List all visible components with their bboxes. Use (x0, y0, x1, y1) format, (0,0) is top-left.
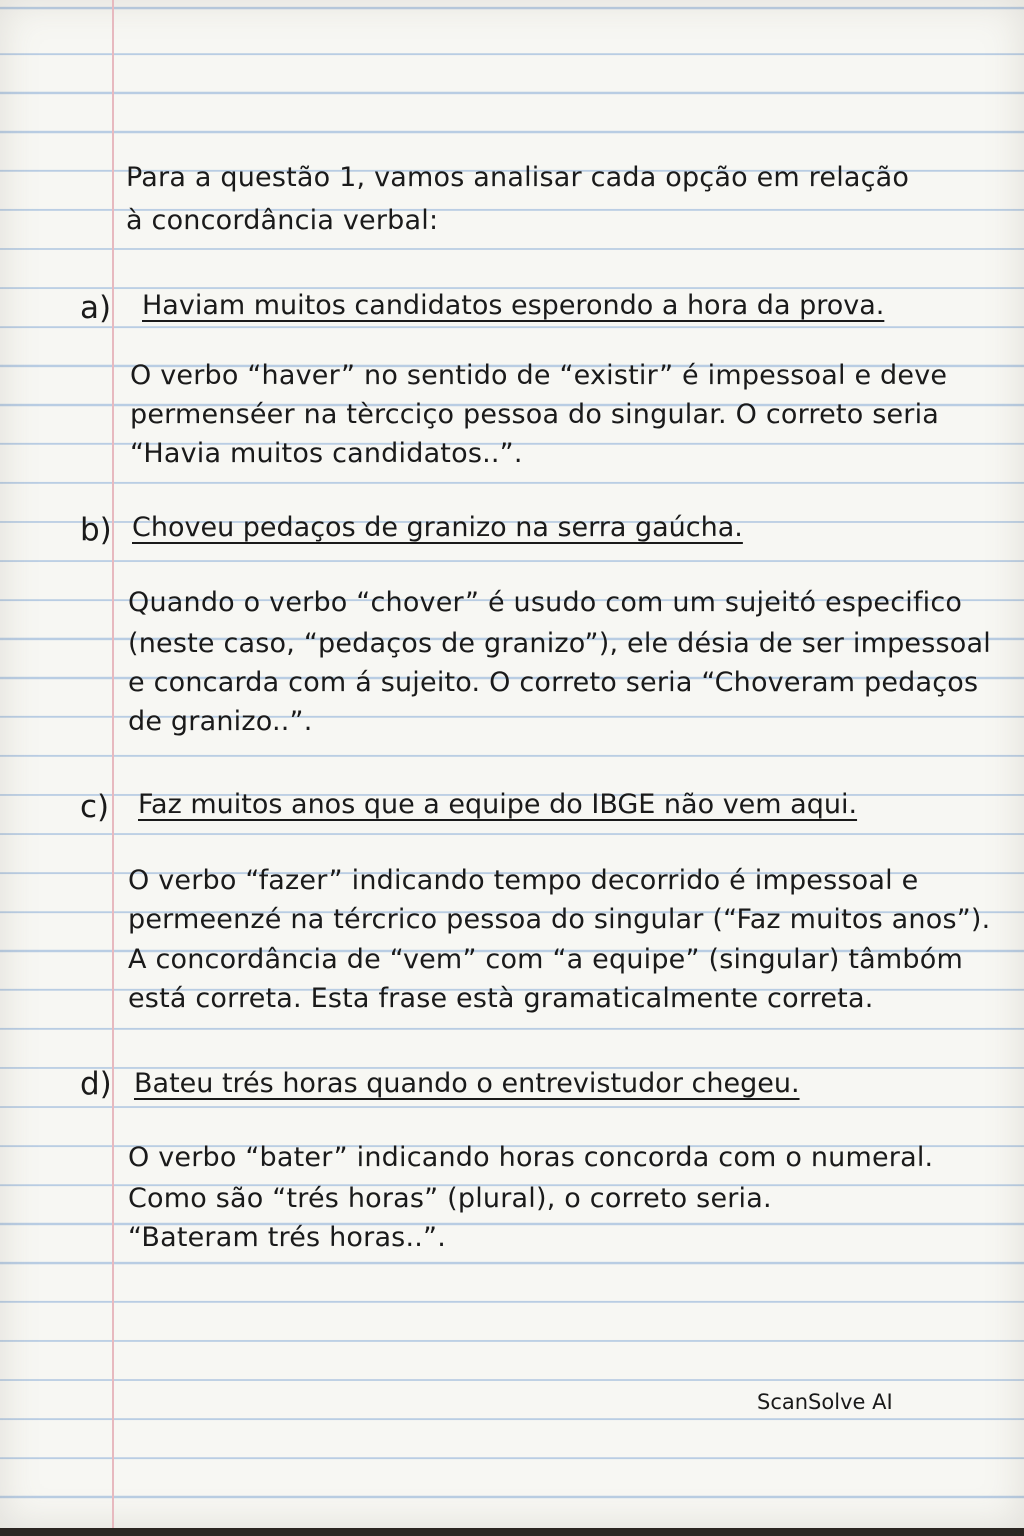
margin-line (112, 0, 114, 1528)
item-b-label: b) (80, 512, 112, 548)
intro-line-1: Para a questão 1, vamos analisar cada opção em relação (126, 162, 910, 193)
watermark: ScanSolve AI (757, 1390, 893, 1414)
item-a-explanation-line: “Havia muitos candidatos..”. (130, 438, 523, 469)
item-b-explanation-line: Quando o verbo “chover” é usudo com um sujeitó especifico (128, 587, 963, 618)
item-a-label: a) (80, 290, 112, 326)
item-c-explanation-line: permeenzé na tércrico pessoa do singular (“Faz muitos anos”). (128, 904, 991, 935)
item-d-explanation-line: “Bateram trés horas..”. (128, 1222, 446, 1253)
item-b-explanation-line: de granizo..”. (128, 706, 313, 737)
item-d-explanation-line: O verbo “bater” indicando horas concorda com o numeral. (128, 1142, 934, 1173)
item-d-label: d) (80, 1066, 112, 1102)
item-b-explanation-line: (neste caso, “pedaços de granizo”), ele désia de ser impessoal (128, 628, 991, 659)
item-d-statement: Bateu trés horas quando o entrevistudor chegeu. (134, 1068, 800, 1099)
intro-line-2: à concordância verbal: (126, 205, 439, 236)
item-d-explanation-line: Como são “trés horas” (plural), o correto seria. (128, 1183, 772, 1214)
item-a-explanation-line: O verbo “haver” no sentido de “existir” é impessoal e deve (130, 360, 948, 391)
item-a-statement: Haviam muitos candidatos esperondo a hora da prova. (142, 290, 885, 321)
item-b-statement: Choveu pedaços de granizo na serra gaúcha. (132, 512, 743, 543)
item-c-label: c) (80, 789, 110, 825)
item-c-explanation-line: está correta. Esta frase està gramaticalmente correta. (128, 983, 874, 1014)
item-a-explanation-line: permenséer na tèrcciço pessoa do singular. O correto seria (130, 399, 940, 430)
item-c-explanation-line: O verbo “fazer” indicando tempo decorrido é impessoal e (128, 865, 919, 896)
item-c-statement: Faz muitos anos que a equipe do IBGE não vem aqui. (138, 789, 858, 820)
item-b-explanation-line: e concarda com á sujeito. O correto seria “Choveram pedaços (128, 667, 979, 698)
item-c-explanation-line: A concordância de “vem” com “a equipe” (singular) tâmbóm (128, 944, 963, 975)
